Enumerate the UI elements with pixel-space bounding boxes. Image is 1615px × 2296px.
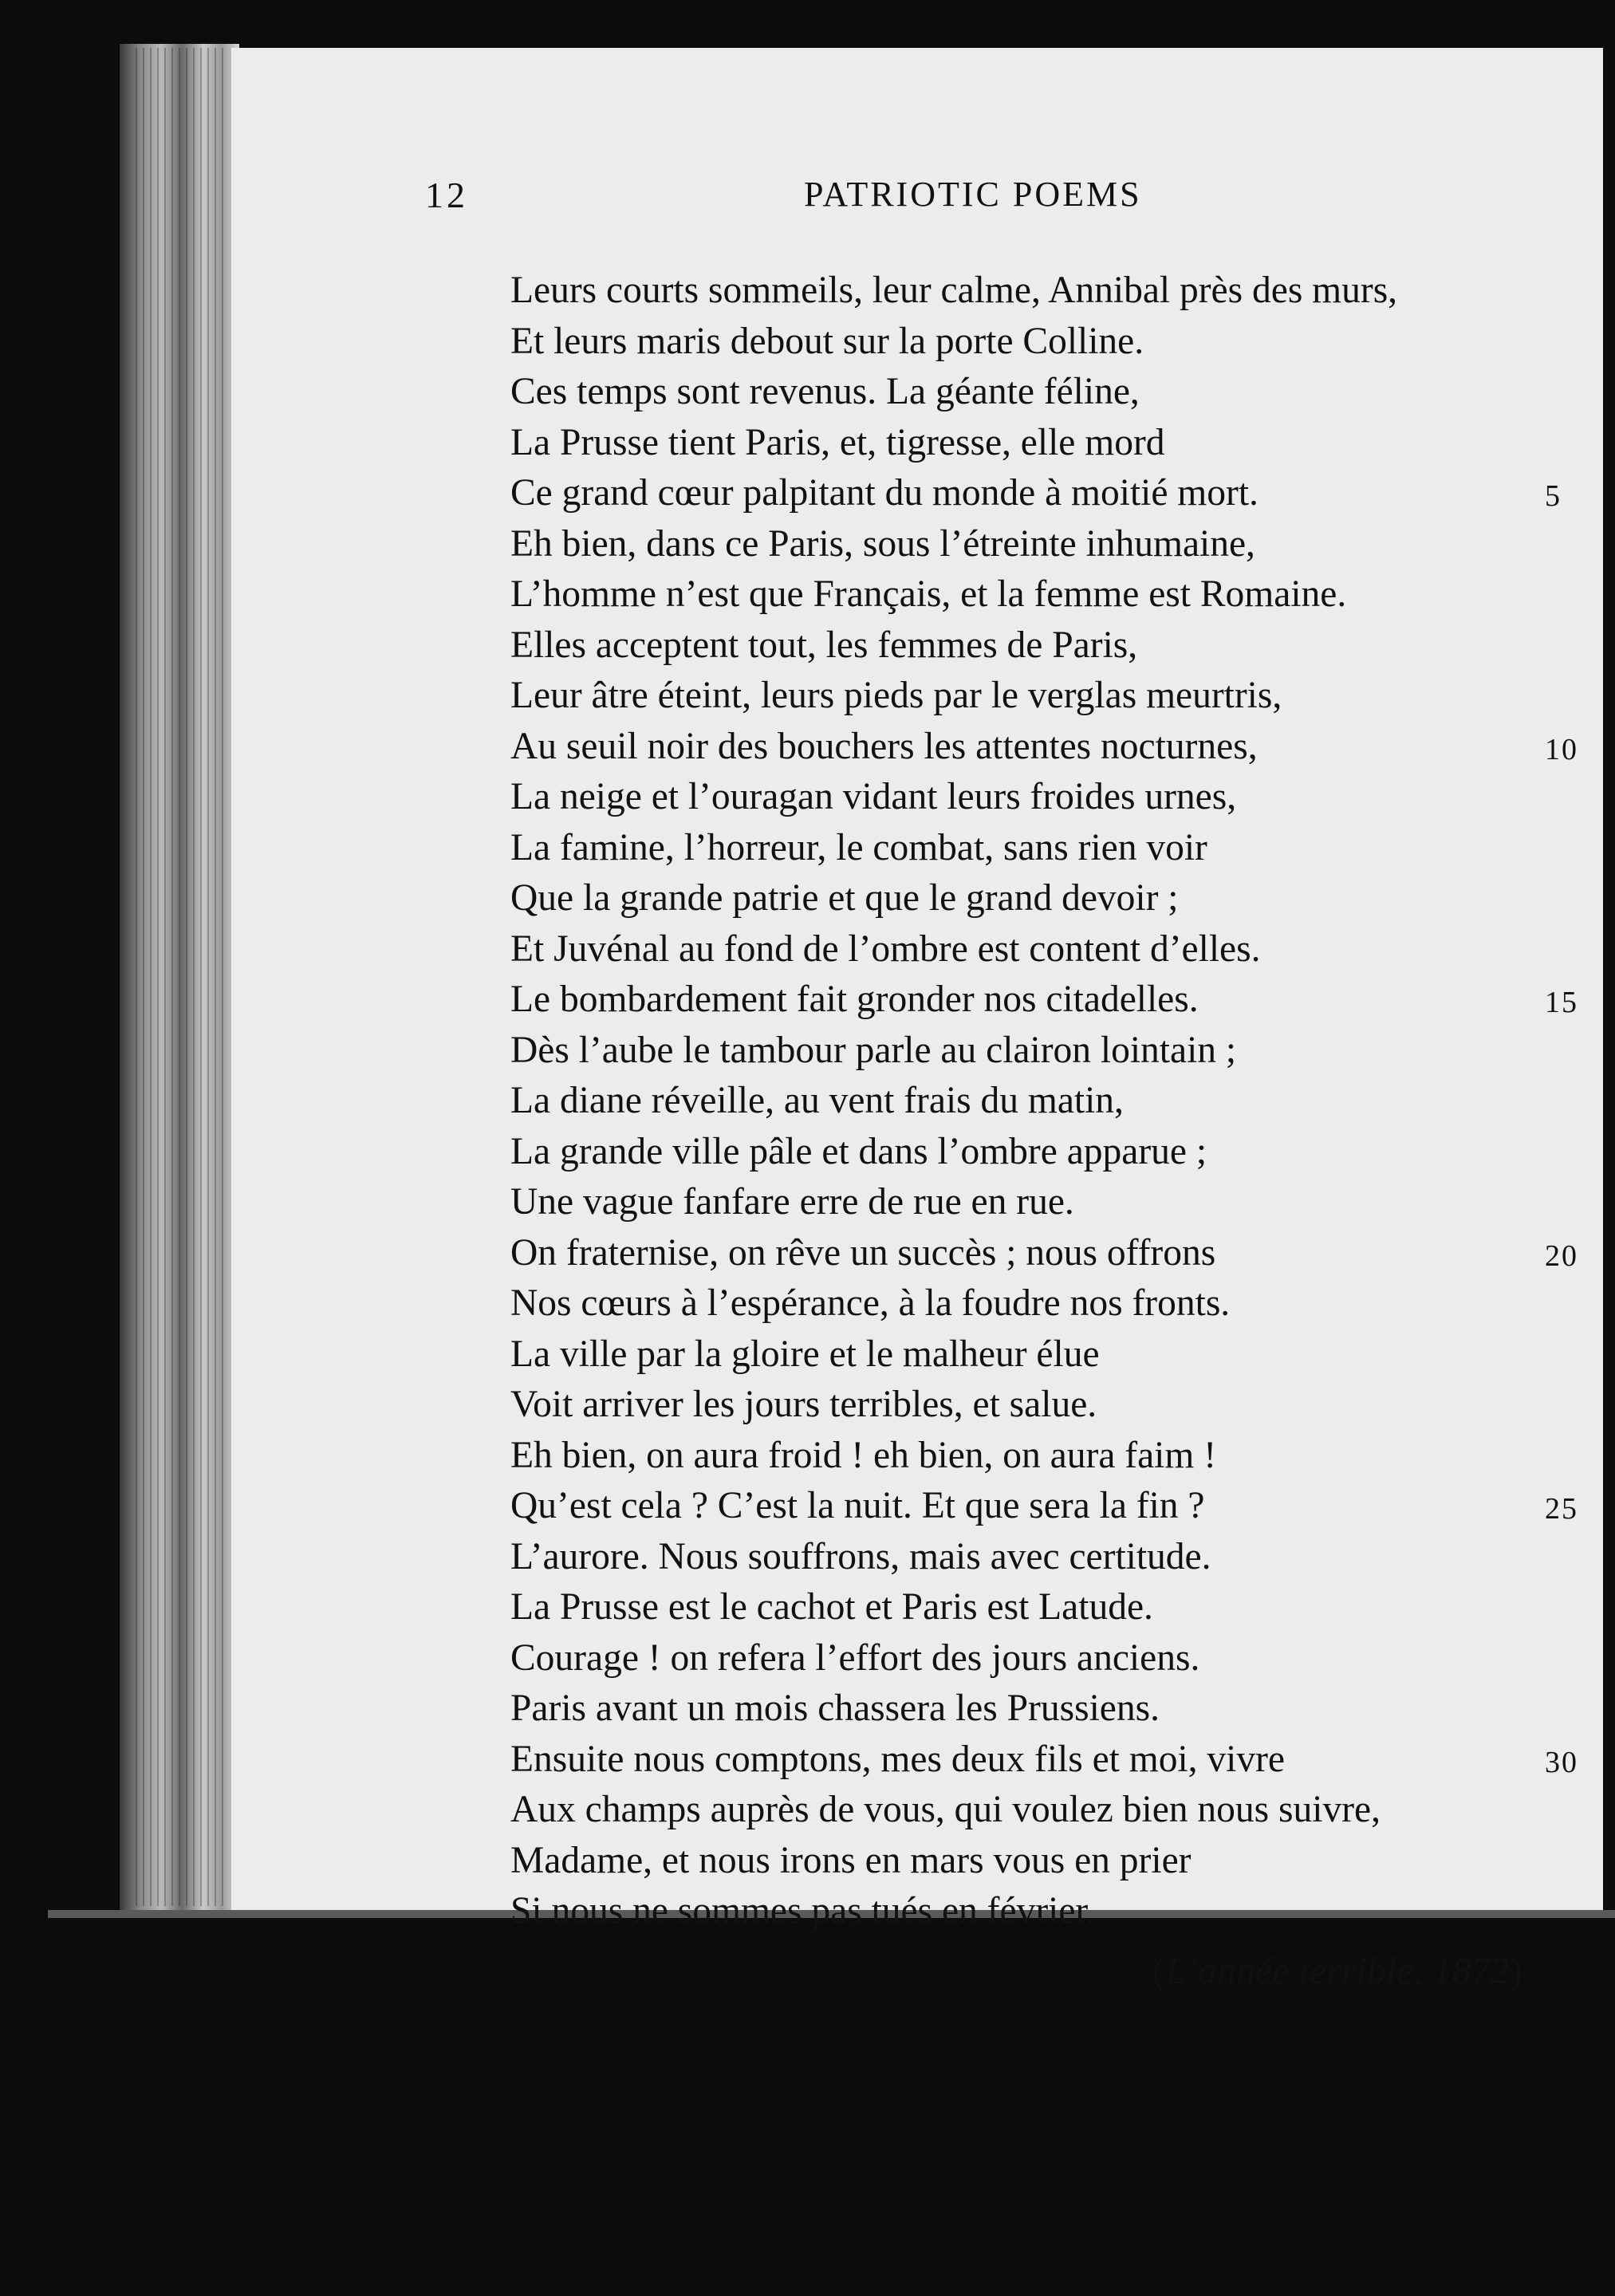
poem-line — [510, 1532, 1611, 1583]
line-number: 10 — [1545, 732, 1578, 766]
poem-line — [510, 924, 1611, 975]
line-text: La ville par la gloire et le malheur élue — [510, 1333, 1100, 1375]
poem-line — [510, 266, 1611, 317]
page-edges — [136, 48, 223, 1906]
line-text: La neige et l’ouragan vidant leurs froides urnes, — [510, 776, 1237, 817]
line-text: La grande ville pâle et dans l’ombre apparue ; — [510, 1130, 1207, 1172]
line-text: Madame, et nous irons en mars vous en prier — [510, 1839, 1192, 1881]
line-text: La Prusse est le cachot et Paris est Latude. — [510, 1586, 1153, 1628]
line-text: Et leurs maris debout sur la porte Colline. — [510, 320, 1144, 362]
source-citation — [1152, 1949, 1522, 1993]
poem-line — [510, 823, 1611, 874]
poem-line — [510, 367, 1611, 418]
line-text: Une vague fanfare erre de rue en rue. — [510, 1181, 1074, 1223]
poem-line — [510, 468, 1611, 519]
line-text: Le bombardement fait gronder nos citadelles. — [510, 979, 1199, 1020]
citation-year: 1872 — [1432, 1950, 1510, 1992]
line-number: 30 — [1545, 1745, 1578, 1779]
poem-line — [510, 1735, 1611, 1786]
poem-line — [510, 975, 1611, 1026]
line-text: L’aurore. Nous souffrons, mais avec certitude. — [510, 1535, 1211, 1577]
poem-line — [510, 1228, 1611, 1279]
line-text: Paris avant un mois chassera les Prussiens. — [510, 1688, 1160, 1729]
line-text: Voit arriver les jours terribles, et salue. — [510, 1384, 1097, 1425]
poem-line — [510, 1380, 1611, 1431]
poem-line — [510, 671, 1611, 722]
line-text: Eh bien, dans ce Paris, sous l’étreinte inhumaine, — [510, 522, 1255, 565]
running-title: PATRIOTIC POEMS — [804, 175, 1142, 214]
citation-separator: , — [1413, 1950, 1433, 1992]
line-text: L’homme n’est que Français, et la femme est Romaine. — [510, 573, 1347, 615]
poem-line — [510, 569, 1611, 620]
poem-line — [510, 1633, 1611, 1684]
poem-line — [510, 1886, 1611, 1937]
poem-line — [510, 722, 1611, 773]
line-text: Qu’est cela ? C’est la nuit. Et que sera la fin ? — [510, 1485, 1205, 1526]
poem-line — [510, 317, 1611, 368]
line-number: 25 — [1545, 1492, 1578, 1526]
running-head — [0, 174, 1615, 222]
line-text: Nos cœurs à l’espérance, à la foudre nos fronts. — [510, 1282, 1231, 1324]
line-text: Ces temps sont revenus. La géante féline, — [510, 371, 1140, 412]
poem-line — [510, 1026, 1611, 1077]
poem-line — [510, 772, 1611, 823]
poem-line — [510, 1582, 1611, 1633]
line-text: Eh bien, on aura froid ! eh bien, on aura faim ! — [510, 1434, 1217, 1476]
line-text: Ensuite nous comptons, mes deux fils et moi, vivre — [510, 1738, 1285, 1780]
line-text: Et Juvénal au fond de l’ombre est content d’elles. — [510, 927, 1261, 970]
line-text: Dès l’aube le tambour parle au clairon lointain ; — [510, 1029, 1237, 1071]
line-text: Leurs courts sommeils, leur calme, Annibal près des murs, — [510, 270, 1398, 311]
poem-line — [510, 1836, 1611, 1887]
citation-close: ) — [1509, 1950, 1522, 1992]
line-text: Si nous ne sommes pas tués en février. — [510, 1890, 1096, 1932]
line-text: Au seuil noir des bouchers les attentes nocturnes, — [510, 725, 1258, 767]
line-number: 15 — [1545, 986, 1578, 1019]
line-number: 20 — [1545, 1239, 1578, 1273]
poem-line — [510, 1431, 1611, 1482]
line-text: Elles acceptent tout, les femmes de Paris, — [510, 624, 1138, 666]
poem-text — [510, 266, 1611, 1937]
poem-line — [510, 1329, 1611, 1380]
poem-line — [510, 1785, 1611, 1836]
line-text: On fraternise, on rêve un succès ; nous offrons — [510, 1231, 1216, 1274]
poem-line — [510, 873, 1611, 924]
poem-line — [510, 1278, 1611, 1329]
line-text: Courage ! on refera l’effort des jours anciens. — [510, 1636, 1200, 1679]
line-number: 5 — [1545, 479, 1562, 513]
line-text: La Prusse tient Paris, et, tigresse, elle mord — [510, 421, 1165, 463]
poem-line — [510, 1076, 1611, 1127]
page-number: 12 — [425, 175, 468, 215]
line-text: La diane réveille, au vent frais du matin, — [510, 1080, 1124, 1121]
citation-open: ( — [1152, 1950, 1165, 1992]
line-text: Leur âtre éteint, leurs pieds par le verglas meurtris, — [510, 675, 1282, 716]
poem-line — [510, 1481, 1611, 1532]
line-text: La famine, l’horreur, le combat, sans rien voir — [510, 826, 1207, 868]
poem-line — [510, 1684, 1611, 1735]
poem-line — [510, 1177, 1611, 1228]
poem-line — [510, 418, 1611, 469]
poem-line — [510, 1127, 1611, 1178]
citation-work-title: L’année terrible — [1164, 1950, 1414, 1992]
line-text: Aux champs auprès de vous, qui voulez bien nous suivre, — [510, 1789, 1381, 1830]
poem-line — [510, 620, 1611, 671]
poem-line — [510, 519, 1611, 570]
line-text: Que la grande patrie et que le grand devoir ; — [510, 877, 1179, 919]
line-text: Ce grand cœur palpitant du monde à moitié mort. — [510, 472, 1259, 514]
